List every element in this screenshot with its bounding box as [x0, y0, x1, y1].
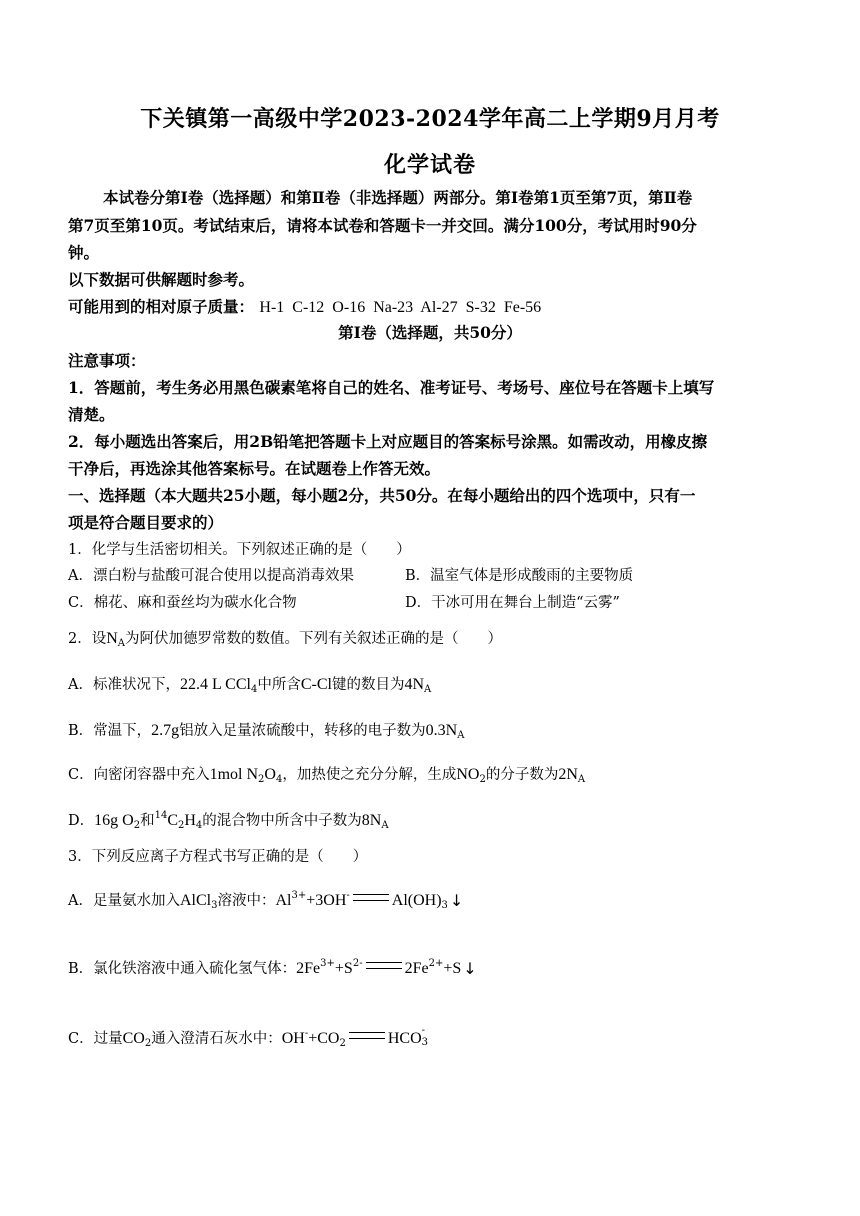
equals-sign [349, 1032, 385, 1039]
question-1-option-b: B．温室气体是形成酸雨的主要物质 [405, 568, 634, 584]
question-1-option-d: D．干冰可用在舞台上制造“云雾” [405, 595, 620, 611]
section-heading-line-1: 一、选择题（本大题共25小题，每小题2分，共50分。在每小题给出的四个选项中，只有一 [68, 486, 696, 505]
equals-sign [353, 894, 389, 901]
equals-sign [366, 962, 402, 969]
reference-note: 以下数据可供解题时参考。 [68, 270, 255, 289]
question-2-stem: 2．设$N_A$为阿伏加德罗常数的数值。下列有关叙述正确的是（ ） [68, 630, 503, 649]
exam-subtitle: 化学试卷 [383, 152, 476, 178]
intro-line-1: 本试卷分第Ⅰ卷（选择题）和第Ⅱ卷（非选择题）两部分。第Ⅰ卷第1页至第7页，第Ⅱ卷 [103, 188, 693, 207]
question-1-option-c: C．棉花、麻和蚕丝均为碳水化合物 [68, 595, 297, 611]
notes-label: 注意事项： [68, 351, 146, 370]
atomic-mass-line [68, 297, 541, 318]
atomic-mass-label: 可能用到的相对原子质量： [68, 297, 255, 316]
question-3-option-b: B．氯化铁溶液中通入硫化氢气体：$2Fe^{3+}+S^{2-}$ $2Fe^{2+}+S$ ↓ [68, 958, 477, 978]
note-2-line-1: 2．每小题选出答案后，用2B铅笔把答题卡上对应题目的答案标号涂黑。如需改动，用橡皮擦 [68, 432, 708, 451]
question-2-option-c: C．向密闭容器中充入1mol $N_2O_4$，加热使之充分分解，生成$NO_2$的分子数为$2N_A$ [68, 766, 586, 785]
intro-line-2: 第7页至第10页。考试结束后，请将本试卷和答题卡一并交回。满分100分，考试用时90分 [68, 216, 697, 235]
precipitate-arrow-icon: ↓ [449, 891, 464, 910]
question-2-option-b: B．常温下，2.7g铝放入足量浓硫酸中，转移的电子数为$0.3N_A$ [68, 722, 465, 741]
note-1-line-1: 1．答题前，考生务必用黑色碳素笔将自己的姓名、准考证号、考场号、座位号在答题卡上填写 [68, 378, 715, 397]
question-1-option-a: A．漂白粉与盐酸可混合使用以提高消毒效果 [68, 568, 354, 584]
section-heading-line-2: 项是符合题目要求的） [68, 513, 224, 532]
precipitate-arrow-icon: ↓ [463, 959, 477, 978]
atomic-mass-values: H-1 C-12 O-16 Na-23 Al-27 S-32 Fe-56 [259, 299, 542, 316]
question-1-stem: 1．化学与生活密切相关。下列叙述正确的是（ ） [68, 542, 411, 558]
question-3-stem: 3．下列反应离子方程式书写正确的是（ ） [68, 849, 368, 865]
note-2-line-2: 干净后，再选涂其他答案标号。在试题卷上作答无效。 [68, 459, 441, 478]
question-3-option-c: C．过量$CO_2$通入澄清石灰水中：$OH^-+CO_2$ HCO - 3 [68, 1025, 428, 1049]
question-2-option-a: A．标准状况下，22.4 L CCl$_4$中所含C-Cl键的数目为$4N_A$ [68, 676, 432, 695]
question-2-option-d: D．16g $O_2$和$^{14}C_2H_4$的混合物中所含中子数为$8N_A$ [68, 810, 389, 831]
intro-line-3: 钟。 [68, 243, 100, 262]
note-1-line-2: 清楚。 [68, 405, 115, 424]
exam-title: 下关镇第一高级中学2023-2024学年高二上学期9月月考 [140, 106, 720, 132]
question-3-option-a: A．足量氨水加入AlCl$_3$溶液中：$Al^{3+}+3OH^-$ $Al(OH)_3$ ↓ [68, 890, 464, 911]
part-one-heading: 第Ⅰ卷（选择题，共50分） [338, 323, 522, 342]
